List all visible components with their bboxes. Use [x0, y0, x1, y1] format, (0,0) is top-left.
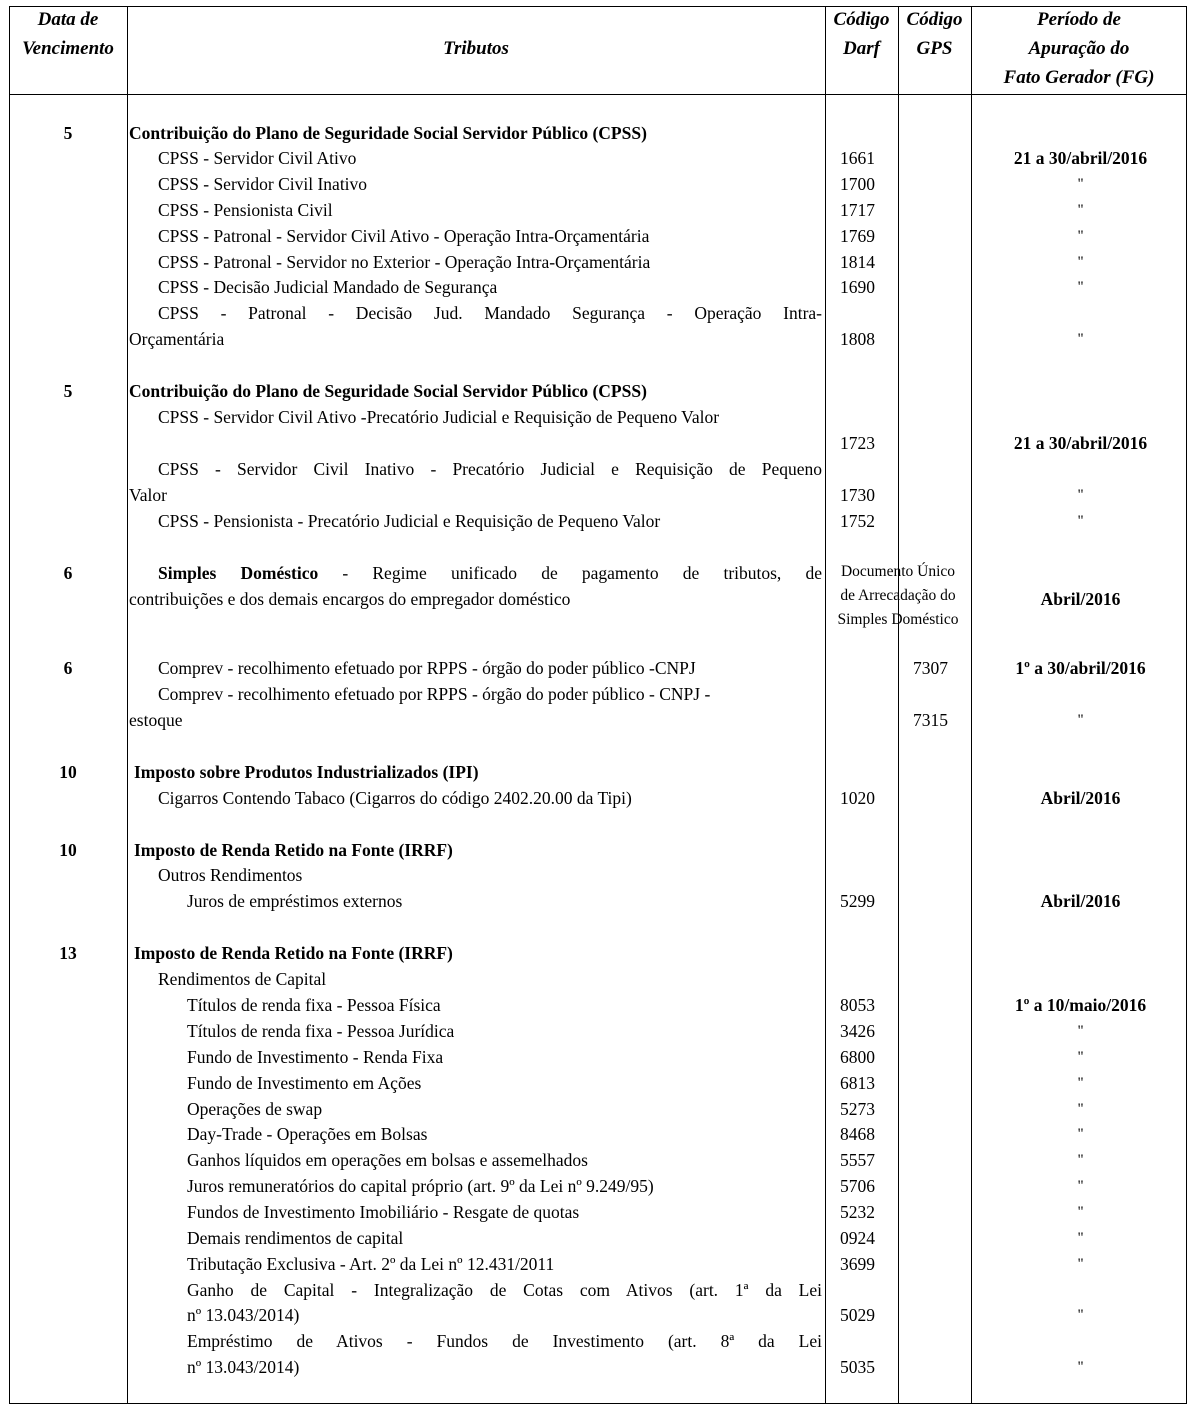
tax-item: Tributação Exclusiva - Art. 2º da Lei nº 12.431/2011: [187, 1254, 555, 1274]
codigo-darf: 1020: [840, 788, 875, 808]
tax-item: Outros Rendimentos: [158, 865, 303, 885]
codigo-darf: 1700: [840, 174, 875, 194]
tax-item: Empréstimo de Ativos - Fundos de Investimento (art. 8ª da Lei: [187, 1331, 822, 1351]
periodo-apuracao: ": [1077, 1126, 1084, 1142]
periodo-apuracao: ": [1077, 1359, 1084, 1375]
periodo-apuracao: ": [1077, 331, 1084, 347]
due-date: 6: [63, 658, 73, 678]
header-codigo-gps: Código GPS: [906, 9, 963, 59]
tax-group-title: Imposto de Renda Retido na Fonte (IRRF): [134, 840, 453, 860]
periodo-apuracao: ": [1077, 712, 1084, 728]
tax-item: Comprev - recolhimento efetuado por RPPS - órgão do poder público - CNPJ -: [158, 684, 711, 704]
periodo-apuracao: ": [1077, 487, 1084, 503]
header-periodo-apuracao: Período de Apuração do Fato Gerador (FG): [1003, 9, 1155, 88]
codigo-darf: 5273: [840, 1099, 875, 1119]
tax-item: CPSS - Patronal - Decisão Jud. Mandado Segurança - Operação Intra-: [158, 303, 822, 323]
header-codigo-darf: Código Darf: [833, 9, 890, 59]
periodo-apuracao: Abril/2016: [1040, 589, 1121, 609]
codigo-darf: 1717: [840, 200, 875, 220]
tax-group-title: Imposto sobre Produtos Industrializados (IPI): [134, 762, 479, 782]
tax-item: CPSS - Pensionista Civil: [158, 200, 333, 220]
codigo-darf: 8053: [840, 995, 875, 1015]
due-date: 10: [59, 762, 77, 782]
tax-item: Simples Doméstico - Regime unificado de pagamento de tributos, de: [158, 563, 822, 583]
tax-item: CPSS - Decisão Judicial Mandado de Segurança: [158, 277, 498, 297]
tax-group-title: Contribuição do Plano de Seguridade Social Servidor Público (CPSS): [129, 381, 647, 401]
codigo-darf: 5557: [840, 1150, 875, 1170]
codigo-gps: 7315: [913, 710, 948, 730]
tax-item: Rendimentos de Capital: [158, 969, 327, 989]
tax-item: Cigarros Contendo Tabaco (Cigarros do código 2402.20.00 da Tipi): [158, 788, 632, 808]
periodo-apuracao: 21 a 30/abril/2016: [1013, 148, 1148, 168]
codigo-darf: 6813: [840, 1073, 875, 1093]
periodo-apuracao: Abril/2016: [1040, 788, 1121, 808]
codigo-darf: 0924: [840, 1228, 875, 1248]
codigo-darf: 5299: [840, 891, 875, 911]
tax-item: CPSS - Patronal - Servidor no Exterior - Operação Intra-Orçamentária: [158, 252, 651, 272]
due-date: 5: [63, 381, 73, 401]
codigo-gps: 7307: [913, 658, 948, 678]
tax-item: Orçamentária: [129, 329, 225, 349]
header-tributos: Tributos: [443, 38, 509, 59]
periodo-apuracao: Abril/2016: [1040, 891, 1121, 911]
tax-item: CPSS - Servidor Civil Inativo - Precatório Judicial e Requisição de Pequeno: [158, 459, 822, 479]
tax-item: CPSS - Servidor Civil Inativo: [158, 174, 368, 194]
periodo-apuracao: ": [1077, 513, 1084, 529]
tax-item: Juros remuneratórios do capital próprio (art. 9º da Lei nº 9.249/95): [187, 1176, 654, 1196]
tax-item: Fundo de Investimento em Ações: [187, 1073, 422, 1093]
periodo-apuracao: 1º a 30/abril/2016: [1015, 658, 1146, 678]
due-date: 5: [63, 123, 73, 143]
codigo-darf: 8468: [840, 1124, 875, 1144]
codigo-darf: 3699: [840, 1254, 875, 1274]
codigo-darf: 5706: [840, 1176, 875, 1196]
codigo-darf: 1661: [840, 148, 875, 168]
periodo-apuracao: ": [1077, 1204, 1084, 1220]
periodo-apuracao: ": [1077, 1152, 1084, 1168]
tax-item: contribuições e dos demais encargos do empregador doméstico: [129, 589, 571, 609]
periodo-apuracao: ": [1077, 1101, 1084, 1117]
tax-item: Juros de empréstimos externos: [187, 891, 403, 911]
tax-item: Comprev - recolhimento efetuado por RPPS - órgão do poder público -CNPJ: [158, 658, 696, 678]
periodo-apuracao: ": [1077, 1256, 1084, 1272]
tax-group-title: Imposto de Renda Retido na Fonte (IRRF): [134, 943, 453, 963]
periodo-apuracao: ": [1077, 254, 1084, 270]
simples-domestico-document: Documento Único de Arrecadação do Simples Doméstico: [837, 563, 959, 628]
tax-item: Títulos de renda fixa - Pessoa Jurídica: [187, 1021, 455, 1041]
codigo-darf: 1808: [840, 329, 875, 349]
codigo-darf: 5029: [840, 1305, 875, 1325]
codigo-darf: 5232: [840, 1202, 875, 1222]
tax-item: CPSS - Pensionista - Precatório Judicial e Requisição de Pequeno Valor: [158, 511, 661, 531]
due-date: 6: [63, 563, 73, 583]
header-data-vencimento: Data de Vencimento: [22, 9, 114, 59]
tax-item: CPSS - Servidor Civil Ativo: [158, 148, 357, 168]
periodo-apuracao: ": [1077, 1307, 1084, 1323]
tax-item: estoque: [129, 710, 183, 730]
codigo-darf: 1723: [840, 433, 875, 453]
periodo-apuracao: ": [1077, 1075, 1084, 1091]
tax-item: Demais rendimentos de capital: [187, 1228, 404, 1248]
tax-item: Títulos de renda fixa - Pessoa Física: [187, 995, 441, 1015]
periodo-apuracao: ": [1077, 1178, 1084, 1194]
periodo-apuracao: 1º a 10/maio/2016: [1014, 995, 1147, 1015]
codigo-darf: 6800: [840, 1047, 875, 1067]
periodo-apuracao: ": [1077, 202, 1084, 218]
codigo-darf: 1730: [840, 485, 875, 505]
codigo-darf: 1690: [840, 277, 875, 297]
tax-item: Operações de swap: [187, 1099, 323, 1119]
periodo-apuracao: ": [1077, 1049, 1084, 1065]
tax-group-title: Contribuição do Plano de Seguridade Social Servidor Público (CPSS): [129, 123, 647, 143]
periodo-apuracao: ": [1077, 1230, 1084, 1246]
periodo-apuracao: 21 a 30/abril/2016: [1013, 433, 1148, 453]
periodo-apuracao: ": [1077, 228, 1084, 244]
tax-item: Ganho de Capital - Integralização de Cotas com Ativos (art. 1ª da Lei: [187, 1280, 822, 1300]
tax-item: Fundos de Investimento Imobiliário - Resgate de quotas: [187, 1202, 580, 1222]
tax-item: nº 13.043/2014): [187, 1357, 300, 1377]
tax-item: CPSS - Servidor Civil Ativo -Precatório Judicial e Requisição de Pequeno Valor: [158, 407, 720, 427]
tax-item: Day-Trade - Operações em Bolsas: [187, 1124, 428, 1144]
periodo-apuracao: ": [1077, 176, 1084, 192]
codigo-darf: 1814: [840, 252, 875, 272]
tax-item: nº 13.043/2014): [187, 1305, 300, 1325]
codigo-darf: 1769: [840, 226, 875, 246]
periodo-apuracao: ": [1077, 1023, 1084, 1039]
tax-item: CPSS - Patronal - Servidor Civil Ativo - Operação Intra-Orçamentária: [158, 226, 650, 246]
periodo-apuracao: ": [1077, 279, 1084, 295]
tax-item: Valor: [129, 485, 167, 505]
tax-item: Ganhos líquidos em operações em bolsas e assemelhados: [187, 1150, 588, 1170]
due-date: 10: [59, 840, 77, 860]
codigo-darf: 3426: [840, 1021, 875, 1041]
tax-item: Fundo de Investimento - Renda Fixa: [187, 1047, 444, 1067]
due-date: 13: [59, 943, 77, 963]
codigo-darf: 1752: [840, 511, 875, 531]
codigo-darf: 5035: [840, 1357, 875, 1377]
